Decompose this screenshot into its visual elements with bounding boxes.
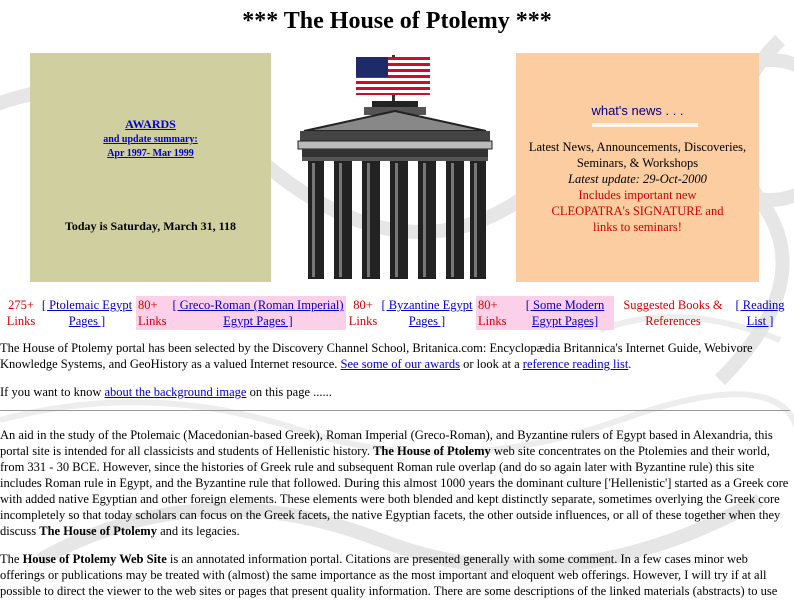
news-line-2: Seminars, & Workshops (576, 156, 699, 170)
ptolemaic-count: 275+ Links (6, 298, 36, 328)
news-red-line-3: links to seminars! (593, 220, 682, 234)
section-nav-bar (0, 296, 790, 330)
news-summary (516, 139, 759, 235)
page-title: *** The House of Ptolemy *** (242, 8, 552, 34)
reference-reading-list-link[interactable]: reference reading list (522, 357, 629, 371)
see-awards-link[interactable]: See some of our awards (340, 357, 460, 371)
nav-modern-link[interactable]: [ Some Modern Egypt Pages] (525, 298, 605, 328)
background-image-paragraph: If you want to know about the background image on this page ...... (0, 385, 332, 399)
portal-paragraph: The House of Ptolemy Web Site is an annotated information portal. Citations are presented generally with some comment. In a few cases minor web offerings or publications may be treated with (almost) the same importance as the most important and eloquent web offerings. However, I will try if at all possible to direct the viewer to the web sites or pages that present quality information. There are some descriptions of the linked materials (abstracts) to use (0, 552, 778, 598)
temple-flag-icon (284, 53, 506, 282)
awards-range-link[interactable]: Apr 1997- Mar 1999 (107, 148, 194, 159)
news-update-date: Latest update: 29-Oct-2000 (568, 172, 707, 186)
description-section (0, 427, 790, 611)
news-red-line-2: CLEOPATRA's SIGNATURE and (551, 204, 724, 218)
nav-ptolemaic-link[interactable]: [ Ptolemaic Egypt Pages ] (41, 298, 133, 328)
nav-byzantine-link[interactable]: [ Byzantine Egypt Pages ] (381, 298, 473, 328)
greco-count: 80+ Links (138, 298, 167, 328)
nav-books-link[interactable]: Suggested Books & References (623, 298, 723, 328)
today-date-text: Today is Saturday, March 31, 118 (64, 219, 237, 233)
temple-image[interactable] (284, 53, 506, 282)
awards-link[interactable]: AWARDS (125, 117, 176, 131)
awards-subtitle-link[interactable]: and update summary: (103, 134, 198, 145)
nav-greco-cell (136, 296, 346, 330)
byzantine-count: 80+ Links (348, 298, 378, 328)
news-title-underline (592, 123, 698, 127)
intro-paragraph: The House of Ptolemy portal has been selected by the Discovery Channel School, Britanica.com: Encyclopædia Britannica's Internet Guide, Webivore Knowledge Systems, and GeoHistory as a valued Internet resource. See some of our awards or look at a reference reading list. (0, 341, 753, 371)
background-image-link[interactable]: about the background image (104, 385, 247, 399)
aid-paragraph: An aid in the study of the Ptolemaic (Macedonian-based Greek), Roman Imperial (Greco-Roman), and Byzantine rulers of Egypt based in Alexandria, this portal site is intended for all classicists and students of Hellenistic history. The House of Ptolemy web site concentrates on the Ptolemies and their world, from 331 - 30 BCE. However, since the histories of Greek rule and subsequent Roman rule overlap (and do so again later with Byzantine rule) this site includes Roman rule in Egypt, and the Byzantine rule that followed. During this almost 1000 years the dominant culture ['Hellenistic'] started as a Greek core with added native Egyptian and other foreign elements. These elements were both blended and kept distinctly separate, sometimes overlying the Greek core incompletely so that today scholars can focus on the Greek facets, the native Egyptian facets, the other outside influences, or all of these together when they discuss The House of Ptolemy and its legacies. (0, 428, 789, 538)
nav-reading-list-link[interactable]: [ Reading List ] (735, 298, 785, 328)
news-panel (516, 53, 759, 282)
nav-modern-cell (476, 296, 614, 330)
news-red-line-1: Includes important new (578, 188, 697, 202)
divider (0, 410, 790, 411)
modern-count: 80+ Links (478, 298, 507, 328)
whats-news-link[interactable]: what's news . . . (591, 103, 684, 118)
nav-greco-link[interactable]: [ Greco-Roman (Roman Imperial) Egypt Pages ] (172, 298, 344, 328)
awards-panel (30, 53, 271, 282)
us-flag-icon (356, 57, 430, 95)
intro-section (0, 340, 792, 412)
news-line-1: Latest News, Announcements, Discoveries, (528, 140, 747, 154)
